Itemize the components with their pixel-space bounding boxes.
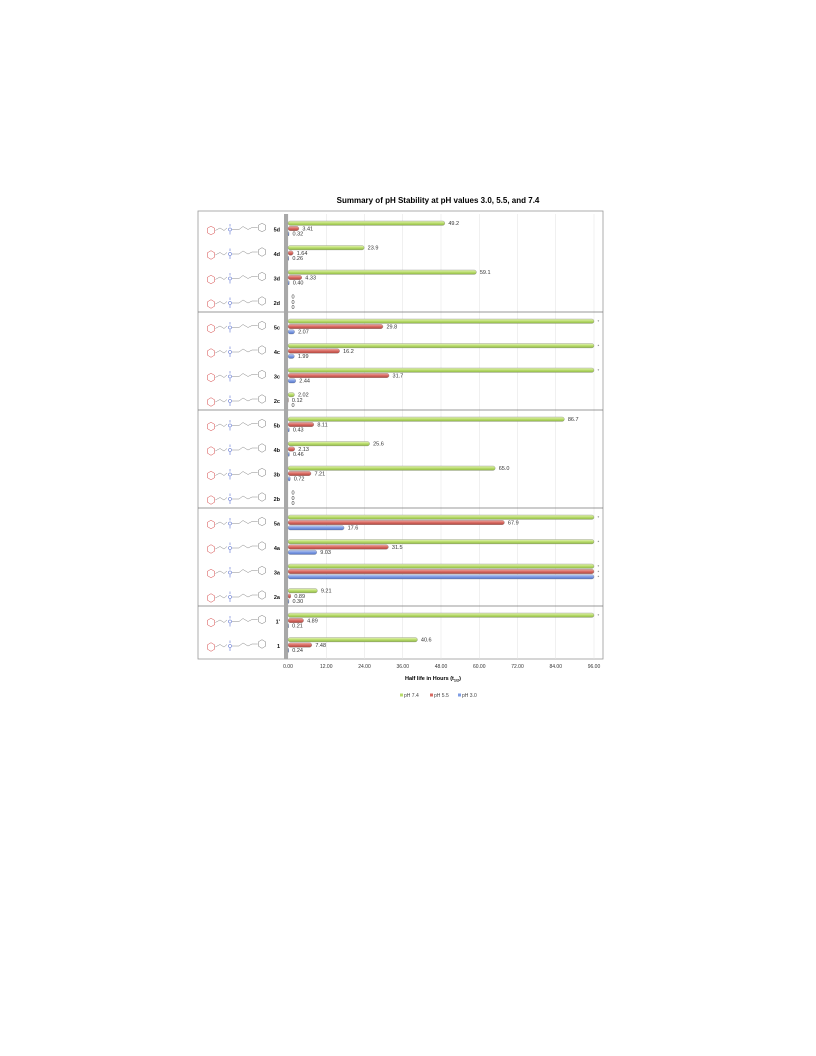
category-label: 1'	[275, 619, 280, 626]
bar	[288, 643, 312, 647]
compound-structure	[207, 591, 265, 603]
x-tick-label: 48.00	[434, 664, 448, 670]
category-label: 3d	[273, 276, 280, 283]
value-label: *	[597, 564, 600, 570]
category-label: 5a	[273, 521, 280, 528]
bar	[288, 330, 295, 334]
bar	[288, 422, 314, 426]
bar	[288, 638, 417, 642]
bar	[288, 594, 291, 598]
bar	[288, 477, 290, 481]
compound-structure	[207, 272, 265, 284]
value-label: 0.12	[291, 397, 303, 404]
compound-structure	[207, 346, 265, 358]
value-label: 0	[291, 490, 295, 497]
value-label: 49.2	[448, 221, 460, 228]
compound-structure	[207, 370, 265, 382]
x-tick-label: 36.00	[396, 664, 410, 670]
bar	[288, 613, 594, 617]
value-label: *	[597, 569, 600, 575]
value-label: 1.64	[296, 250, 308, 257]
category-labels	[274, 228, 281, 651]
compound-structure	[207, 468, 265, 480]
bar	[288, 648, 289, 652]
compound-structure	[207, 395, 265, 407]
chart-frame	[198, 211, 603, 659]
value-label: 29.8	[386, 324, 398, 331]
category-label: 4c	[273, 350, 280, 356]
x-tick-label: 24.00	[358, 664, 371, 670]
value-label: 2.02	[297, 392, 309, 399]
category-label: 2b	[273, 497, 280, 503]
compound-structure	[207, 493, 265, 505]
bar	[288, 428, 289, 432]
bar	[288, 344, 594, 348]
value-label: 0.24	[292, 648, 303, 655]
chart-title: Summary of pH Stability at pH values 3.0, 5.5, and 7.4	[336, 196, 540, 205]
bar	[288, 526, 344, 530]
bar	[288, 368, 594, 372]
category-label: 2a	[273, 595, 280, 601]
value-label: 0	[291, 299, 295, 306]
value-label: 0.30	[292, 599, 304, 606]
bar	[288, 232, 289, 236]
bar	[288, 246, 364, 250]
category-label: 2c	[273, 399, 280, 405]
value-label: 9.03	[320, 550, 332, 557]
value-label: *	[597, 368, 600, 374]
compound-structure	[207, 615, 265, 627]
bar	[288, 569, 594, 573]
x-tick-label: 96.00	[587, 664, 601, 670]
bar	[288, 466, 495, 470]
legend	[400, 693, 477, 699]
category-label: 5c	[273, 325, 280, 332]
bar	[288, 452, 289, 456]
legend-label: pH 7.4	[404, 693, 419, 699]
value-label: 0.26	[292, 256, 304, 263]
legend-swatch	[430, 694, 433, 697]
x-axis-ticks	[283, 664, 600, 670]
value-label: 0.40	[292, 280, 304, 287]
value-label: 0	[291, 501, 295, 508]
value-label: 0	[291, 403, 295, 410]
value-label: 1.99	[297, 354, 309, 361]
value-label: *	[597, 343, 600, 349]
value-label: 0	[291, 305, 295, 312]
bar	[288, 589, 317, 593]
value-labels	[292, 221, 600, 654]
legend-label: pH 3.0	[462, 693, 477, 699]
value-label: 17.6	[347, 525, 359, 532]
value-label: 9.21	[320, 588, 332, 595]
bar	[288, 599, 289, 603]
compound-structure	[207, 542, 265, 554]
compound-structure	[207, 223, 265, 235]
bar	[288, 447, 295, 451]
value-label: *	[597, 515, 600, 521]
bar	[288, 256, 289, 260]
value-label: 8.11	[317, 422, 328, 429]
value-label: 7.21	[314, 471, 326, 478]
x-tick-label: 12.00	[319, 664, 333, 670]
x-tick-label: 72.00	[511, 664, 524, 670]
value-label: 2.13	[298, 446, 310, 453]
compound-structure	[207, 419, 265, 431]
bar	[288, 471, 311, 475]
value-label: 2.07	[298, 329, 309, 336]
value-label: 31.7	[392, 373, 404, 380]
value-label: 25.6	[373, 441, 384, 448]
value-label: *	[597, 319, 600, 325]
grid-lines	[288, 214, 594, 659]
x-tick-label: 0.00	[283, 664, 293, 670]
value-label: 0.21	[292, 623, 303, 630]
value-label: *	[597, 613, 600, 619]
value-label: 0.32	[292, 231, 304, 238]
value-label: 0	[291, 294, 295, 301]
value-label: *	[597, 539, 600, 545]
bar	[288, 373, 389, 377]
value-label: 40.6	[420, 637, 432, 644]
value-label: *	[597, 574, 600, 580]
bar	[288, 251, 293, 255]
category-label: 5d	[273, 227, 280, 234]
bar	[288, 550, 317, 554]
value-label: 7.48	[315, 642, 327, 649]
bar	[288, 545, 388, 549]
bar	[288, 221, 445, 225]
legend-swatch	[458, 694, 461, 697]
bar	[288, 349, 340, 353]
x-tick-label: 84.00	[549, 664, 563, 670]
value-label: 67.9	[507, 520, 519, 527]
bar	[288, 270, 476, 274]
x-tick-label: 60.00	[472, 664, 486, 670]
bar	[288, 624, 289, 628]
bar	[288, 417, 564, 421]
value-label: 4.33	[305, 275, 317, 282]
compound-structure	[207, 248, 265, 260]
bar	[288, 319, 594, 323]
legend-label: pH 5.5	[434, 693, 449, 699]
compound-structure	[207, 566, 265, 578]
category-label: 2d	[273, 301, 280, 307]
value-label: 86.7	[567, 417, 579, 424]
y-axis-wall	[284, 214, 288, 659]
bar	[288, 226, 299, 230]
bar	[288, 575, 594, 579]
value-label: 0.89	[294, 593, 306, 600]
bar	[288, 618, 304, 622]
compound-structure	[207, 321, 265, 333]
value-label: 0	[291, 495, 295, 502]
value-label: 0.46	[292, 452, 304, 459]
compound-structure	[207, 640, 265, 652]
category-label: 4a	[273, 546, 280, 552]
value-label: 4.89	[307, 618, 318, 625]
value-label: 2.44	[299, 378, 310, 385]
bar	[288, 520, 504, 524]
bar	[288, 564, 594, 568]
value-label: 16.2	[343, 348, 354, 355]
bar	[288, 324, 383, 328]
bar	[288, 540, 594, 544]
value-label: 65.0	[498, 466, 510, 473]
bar	[288, 379, 296, 383]
compound-structures	[207, 223, 265, 651]
category-label: 5b	[273, 423, 280, 430]
value-label: 31.5	[391, 544, 403, 551]
value-label: 0.72	[293, 476, 305, 483]
category-label: 3b	[273, 472, 280, 479]
value-label: 23.9	[367, 245, 379, 252]
bar	[288, 515, 594, 519]
legend-swatch	[400, 694, 403, 697]
compound-structure	[207, 517, 265, 529]
value-label: 3.41	[302, 226, 314, 233]
bar	[288, 354, 294, 358]
value-label: 59.1	[479, 270, 491, 277]
category-label: 3a	[273, 570, 280, 577]
value-label: 0.43	[292, 427, 304, 434]
group-dividers	[198, 312, 603, 606]
x-axis-title: Half life in Hours $(t_{1/2})$	[404, 676, 462, 683]
category-label: 3c	[273, 374, 280, 381]
bar	[288, 275, 302, 279]
bar	[288, 281, 289, 285]
category-label: 4b	[273, 448, 280, 454]
compound-structure	[207, 444, 265, 456]
category-label: 1	[276, 644, 280, 650]
category-label: 4d	[273, 252, 280, 258]
bar	[288, 393, 294, 397]
bar	[288, 442, 370, 446]
compound-structure	[207, 297, 265, 309]
